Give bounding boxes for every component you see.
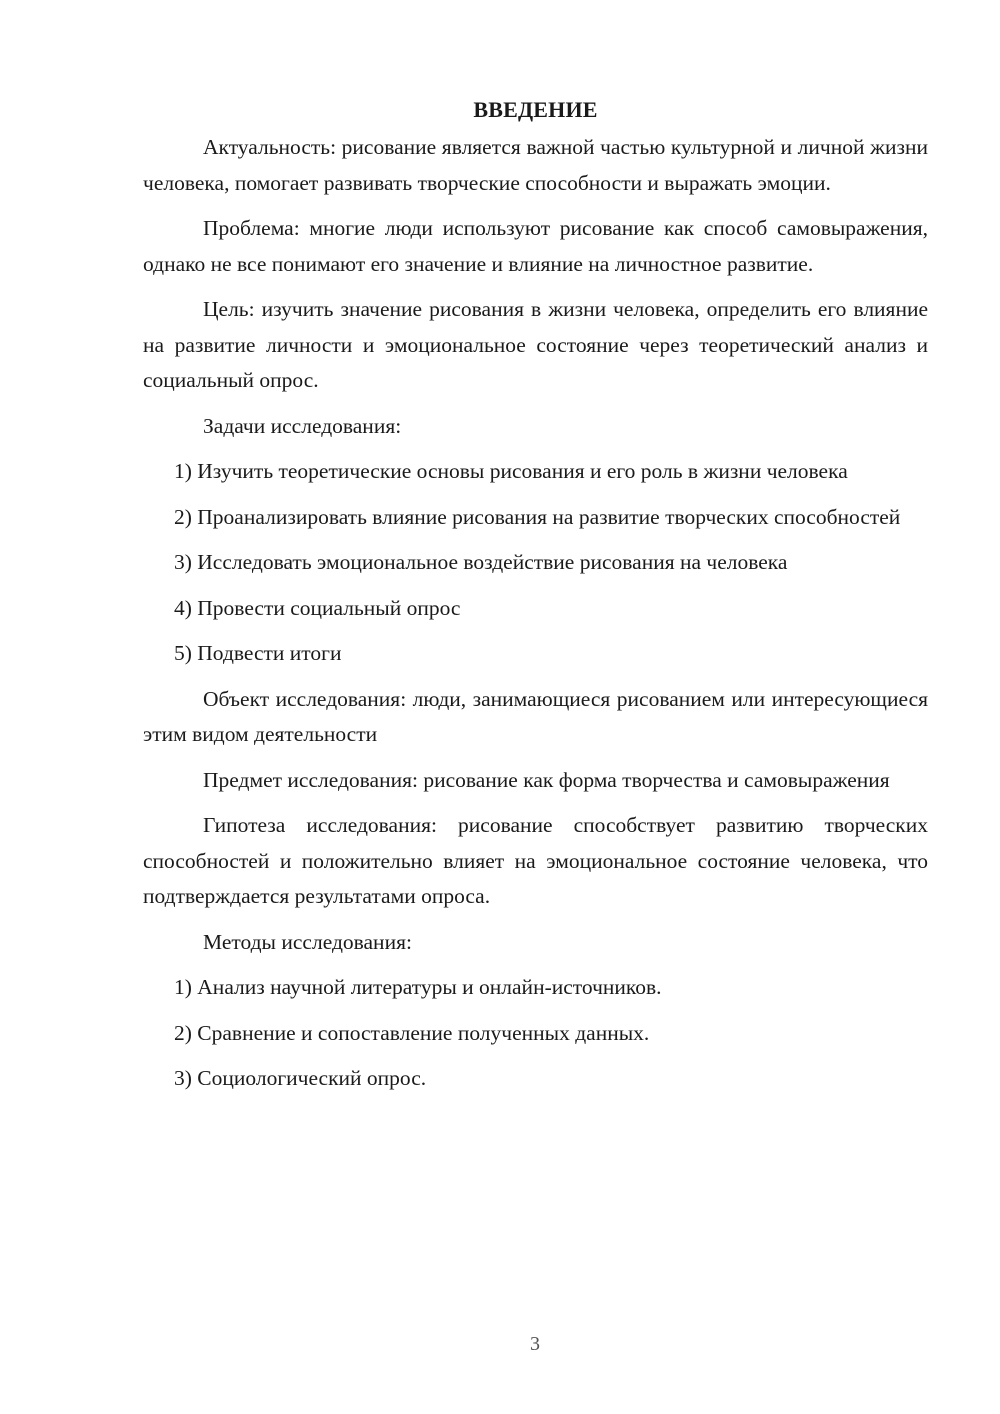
task-item: 2) Проанализировать влияние рисования на развитие творческих способностей xyxy=(174,504,901,529)
method-item: 3) Социологический опрос. xyxy=(174,1066,427,1090)
tasks-title: Задачи исследования: xyxy=(203,413,402,438)
relevance-paragraph: Актуальность: рисование является важной частью культурной и личной жизни человека, помогает развивать творческие способности и выражать эмоции. xyxy=(143,135,928,195)
problem-paragraph: Проблема: многие люди используют рисование как способ самовыражения, однако не все понимают его значение и влияние на личностное развитие. xyxy=(143,216,928,276)
methods-title: Методы исследования: xyxy=(203,929,412,954)
document-page xyxy=(143,92,928,1107)
method-item: 1) Анализ научной литературы и онлайн-источников. xyxy=(174,975,662,999)
section-heading: ВВЕДЕНИЕ xyxy=(473,97,598,122)
goal-paragraph: Цель: изучить значение рисования в жизни человека, определить его влияние на развитие личности и эмоциональное состояние через теоретический анализ и социальный опрос. xyxy=(143,297,928,392)
page-number: 3 xyxy=(530,1333,540,1355)
task-item: 1) Изучить теоретические основы рисования и его роль в жизни человека xyxy=(174,459,848,483)
task-item: 4) Провести социальный опрос xyxy=(174,595,461,620)
subject-paragraph: Предмет исследования: рисование как форма творчества и самовыражения xyxy=(203,767,890,792)
object-paragraph: Объект исследования: люди, занимающиеся рисованием или интересующиеся этим видом деятельности xyxy=(143,686,928,746)
task-item: 3) Исследовать эмоциональное воздействие рисования на человека xyxy=(174,550,788,574)
hypothesis-paragraph: Гипотеза исследования: рисование способствует развитию творческих способностей и положительно влияет на эмоциональное состояние человека, что подтверждается результатами опроса. xyxy=(143,813,928,908)
method-item: 2) Сравнение и сопоставление полученных данных. xyxy=(174,1020,650,1045)
task-item: 5) Подвести итоги xyxy=(174,641,342,665)
